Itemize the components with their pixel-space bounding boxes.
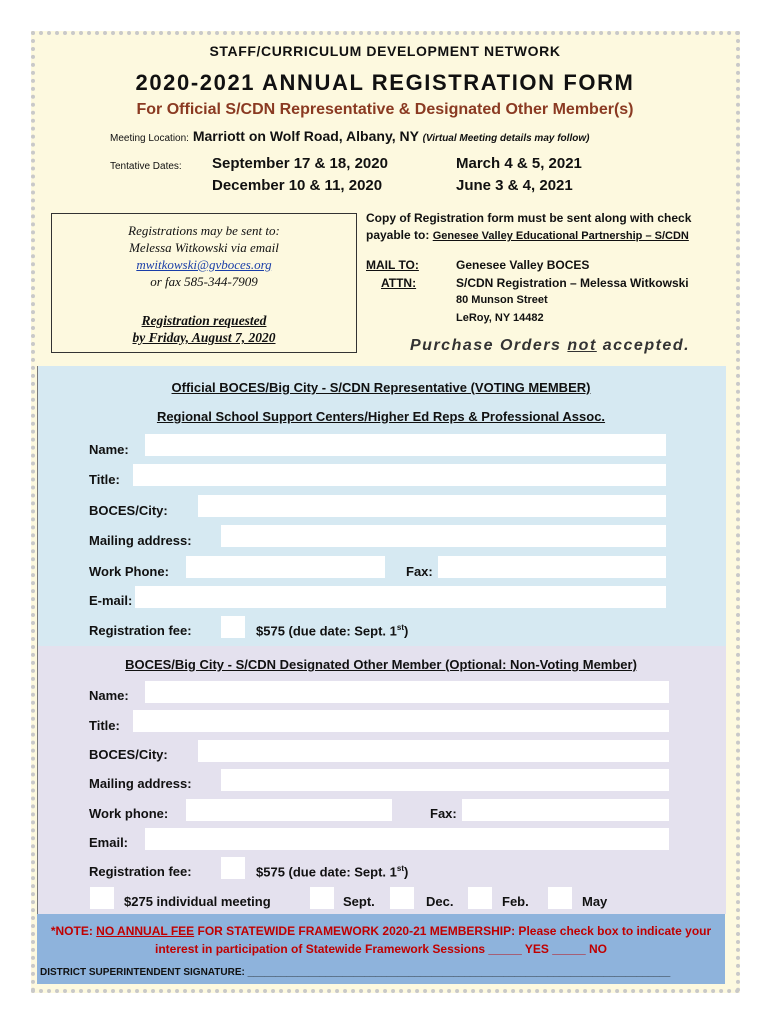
- fee-amount: [256, 864, 408, 879]
- title-field[interactable]: [133, 710, 669, 732]
- name-label: Name:: [89, 688, 129, 703]
- section1-title: Official BOCES/Big City - S/CDN Representative (VOTING MEMBER): [171, 380, 591, 395]
- fee-close: ): [404, 864, 409, 880]
- send-to-line: Melessa Witkowski via email: [129, 240, 279, 255]
- work-phone-field[interactable]: [186, 556, 385, 578]
- registration-fee-label: Registration fee:: [89, 864, 192, 879]
- date-item: June 3 & 4, 2021: [456, 177, 573, 194]
- meeting-location-value: Marriott on Wolf Road, Albany, NY: [192, 128, 419, 144]
- title-field[interactable]: [133, 464, 666, 486]
- email-label: E-mail:: [89, 593, 133, 608]
- attn-label: ATTN:: [381, 276, 417, 290]
- payment-instructions: [366, 210, 726, 245]
- mail-to-label: MAIL TO:: [366, 258, 419, 272]
- address-line: LeRoy, NY 14482: [456, 312, 544, 324]
- contact-fax: or fax 585-344-7909: [150, 274, 258, 289]
- date-item: September 17 & 18, 2020: [212, 155, 388, 172]
- tentative-dates-label: Tentative Dates:: [110, 161, 182, 172]
- send-to-line: Registrations may be sent to:: [128, 223, 280, 238]
- date-item: December 10 & 11, 2020: [212, 177, 383, 194]
- fax-field[interactable]: [438, 556, 666, 578]
- deadline-line: Registration requested: [141, 313, 267, 328]
- work-phone-label: Work phone:: [89, 806, 169, 821]
- title-label: Title:: [89, 472, 120, 487]
- month-label: Feb.: [502, 894, 529, 909]
- dec-checkbox[interactable]: [390, 887, 414, 909]
- statewide-framework-note: [37, 922, 725, 958]
- meeting-location-label: Meeting Location:: [110, 133, 189, 144]
- title-label: Title:: [89, 718, 120, 733]
- section1-subtitle: Regional School Support Centers/Higher Ed Reps & Professional Assoc.: [156, 409, 606, 424]
- fee-checkbox[interactable]: [221, 616, 245, 638]
- may-checkbox[interactable]: [548, 887, 572, 909]
- individual-meeting-label: $275 individual meeting: [124, 894, 271, 909]
- month-label: Sept.: [343, 894, 375, 909]
- payable-to: Genesee Valley Educational Partnership – S/CDN: [432, 230, 689, 242]
- meeting-location: [110, 128, 589, 144]
- mailing-address-label: Mailing address:: [89, 533, 192, 548]
- boces-city-label: BOCES/City:: [89, 747, 168, 762]
- superintendent-signature-line[interactable]: DISTRICT SUPERINTENDENT SIGNATURE: ____________________________________________________________________________: [40, 967, 671, 978]
- fee-text: $575 (due date: Sept. 1: [256, 864, 397, 880]
- po-prefix: Purchase Orders: [410, 337, 568, 354]
- payable-line: [366, 227, 726, 245]
- fee-text: $575 (due date: Sept. 1: [256, 623, 397, 639]
- address-line: Genesee Valley BOCES: [456, 258, 590, 272]
- name-field[interactable]: [145, 434, 666, 456]
- registration-fee-label: Registration fee:: [89, 623, 192, 638]
- address-line: S/CDN Registration – Melessa Witkowski: [456, 276, 689, 290]
- fax-field[interactable]: [462, 799, 669, 821]
- network-name: STAFF/CURRICULUM DEVELOPMENT NETWORK: [209, 43, 561, 59]
- fax-label: Fax:: [406, 564, 433, 579]
- fee-close: ): [404, 623, 409, 639]
- boces-city-label: BOCES/City:: [89, 503, 168, 518]
- address-line: 80 Munson Street: [456, 294, 548, 306]
- note-no-fee: NO ANNUAL FEE: [96, 924, 195, 938]
- fee-sup: st: [396, 623, 405, 632]
- note-line: [37, 922, 725, 940]
- boces-city-field[interactable]: [198, 495, 666, 517]
- work-phone-label: Work Phone:: [89, 564, 169, 579]
- note-prefix: *NOTE:: [50, 924, 97, 938]
- mailing-address-field[interactable]: [221, 769, 669, 791]
- work-phone-field[interactable]: [186, 799, 392, 821]
- email-field[interactable]: [135, 586, 666, 608]
- date-item: March 4 & 5, 2021: [456, 155, 582, 172]
- section2-title: BOCES/Big City - S/CDN Designated Other Member (Optional: Non-Voting Member): [125, 657, 637, 672]
- fee-sup: st: [396, 864, 405, 873]
- email-label: Email:: [89, 835, 129, 850]
- email-field[interactable]: [145, 828, 669, 850]
- note-line: interest in participation of Statewide Framework Sessions _____ YES _____ NO: [155, 942, 607, 956]
- copy-line: Copy of Registration form must be sent along with check: [366, 211, 692, 225]
- purchase-orders-note: [410, 337, 690, 355]
- fax-label: Fax:: [430, 806, 457, 821]
- deadline-line: by Friday, August 7, 2020: [132, 330, 276, 345]
- registration-deadline: [52, 312, 356, 346]
- po-suffix: accepted.: [596, 337, 691, 354]
- sept-checkbox[interactable]: [310, 887, 334, 909]
- form-title: 2020-2021 ANNUAL REGISTRATION FORM: [135, 70, 635, 95]
- month-label: May: [582, 894, 608, 909]
- mailing-address-label: Mailing address:: [89, 776, 192, 791]
- po-not: not: [567, 337, 597, 354]
- name-label: Name:: [89, 442, 129, 457]
- boces-city-field[interactable]: [198, 740, 669, 762]
- note-line1-rest: FOR STATEWIDE FRAMEWORK 2020-21 MEMBERSHIP: Please check box to indicate your: [194, 924, 712, 938]
- payable-label: payable to:: [366, 228, 430, 242]
- individual-meeting-checkbox[interactable]: [90, 887, 114, 909]
- feb-checkbox[interactable]: [468, 887, 492, 909]
- fee-amount: [256, 623, 408, 638]
- month-label: Dec.: [426, 894, 454, 909]
- contact-email-link[interactable]: mwitkowski@gvboces.org: [136, 257, 272, 272]
- meeting-location-note: (Virtual Meeting details may follow): [422, 133, 590, 144]
- send-to-box: [51, 213, 357, 353]
- name-field[interactable]: [145, 681, 669, 703]
- fee-checkbox[interactable]: [221, 857, 245, 879]
- form-subtitle: For Official S/CDN Representative & Designated Other Member(s): [136, 101, 634, 118]
- mailing-address-field[interactable]: [221, 525, 666, 547]
